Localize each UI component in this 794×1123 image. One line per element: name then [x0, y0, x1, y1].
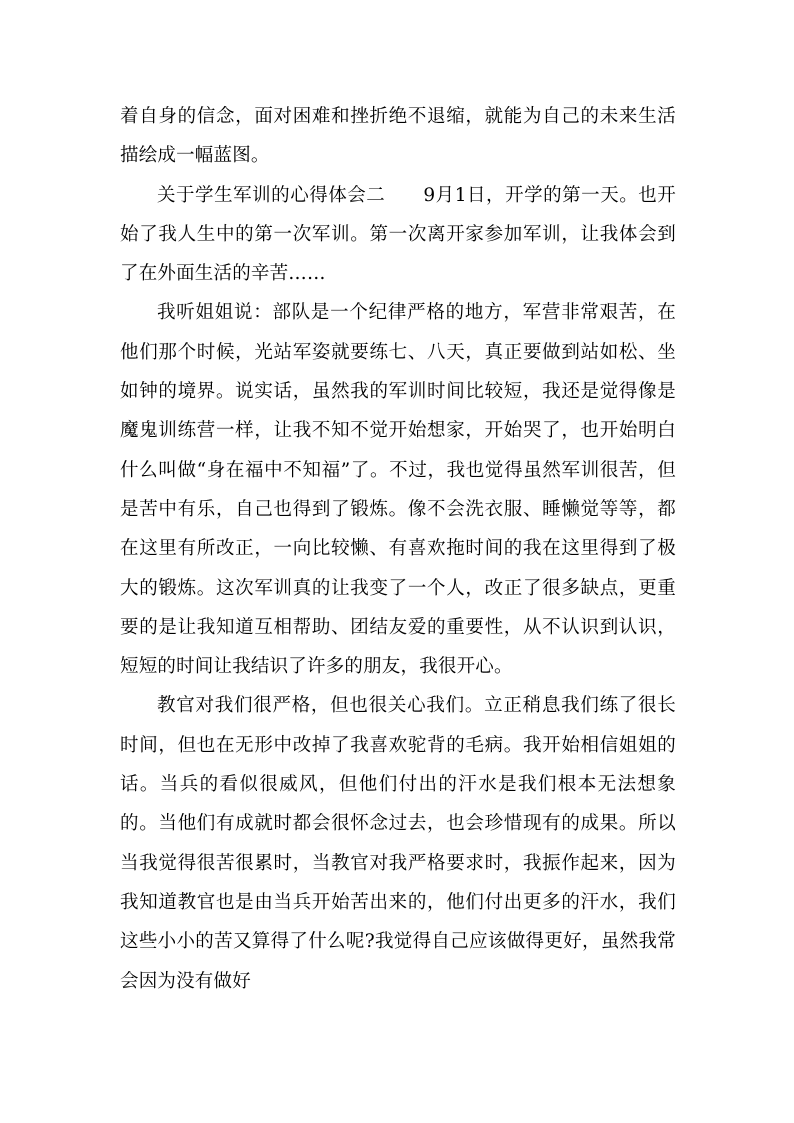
- paragraph-2: 关于学生军训的心得体会二 9月1日，开学的第一天。也开始了我人生中的第一次军训。第一次离开家参加军训，让我体会到了在外面生活的辛苦……: [120, 184, 676, 285]
- paragraph-1: 着自身的信念，面对困难和挫折绝不退缩，就能为自己的未来生活描绘成一幅蓝图。: [120, 106, 676, 167]
- paragraph-3: 我听姐姐说：部队是一个纪律严格的地方，军营非常艰苦，在他们那个时候，光站军姿就要练七、八天，真正要做到站如松、坐如钟的境界。说实话，虽然我的军训时间比较短，我还是觉得像是魔鬼训练营一样，让我不知不觉开始想家，开始哭了，也开始明白什么叫做“身在福中不知福”了。不过，我也觉得虽然军训很苦，但是苦中有乐，自己也得到了锻炼。像不会洗衣服、睡懒觉等等，都在这里有所改正，一向比较懒、有喜欢拖时间的我在这里得到了极大的锻炼。这次军训真的让我变了一个人，改正了很多缺点，更重要的是让我知道互相帮助、团结友爱的重要性，从不认识到认识，短短的时间让我结识了许多的朋友，我很开心。: [120, 302, 676, 678]
- paragraph-4: 教官对我们很严格，但也很关心我们。立正稍息我们练了很长时间，但也在无形中改掉了我喜欢驼背的毛病。我开始相信姐姐的话。当兵的看似很威风，但他们付出的汗水是我们根本无法想象的。当他们有成就时都会很怀念过去，也会珍惜现有的成果。所以当我觉得很苦很累时，当教官对我严格要求时，我振作起来，因为我知道教官也是由当兵开始苦出来的，他们付出更多的汗水，我们这些小小的苦又算得了什么呢?我觉得自己应该做得更好，虽然我常会因为没有做好: [120, 695, 676, 992]
- document-body: [120, 97, 676, 1001]
